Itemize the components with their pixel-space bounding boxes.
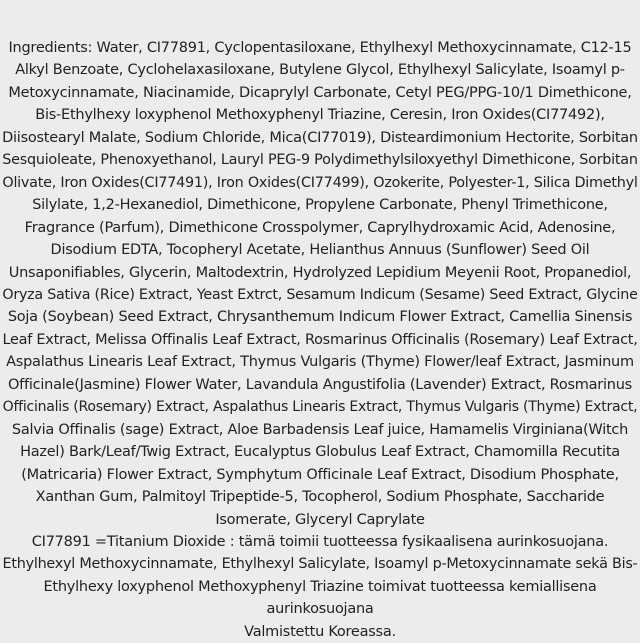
ingredients-line: Aspalathus Linearis Leaf Extract, Thymus Vulgaris (Thyme) Flower/leaf Extract, Jasminum xyxy=(6,354,634,371)
ingredients-line: Xanthan Gum, Palmitoyl Tripeptide-5, Tocopherol, Sodium Phosphate, Saccharide xyxy=(35,489,605,506)
chemical-filters-note xyxy=(0,553,640,620)
ingredients-line: Hazel) Bark/Leaf/Twig Extract, Eucalyptus Globulus Leaf Extract, Chamomilla Recutita xyxy=(20,444,620,461)
ingredients-line: Metoxycinnamate, Niacinamide, Dicaprylyl Carbonate, Cetyl PEG/PPG-10/1 Dimethicone, xyxy=(8,84,632,101)
chemical-filters-line: Ethylhexy loxyphenol Methoxyphenyl Triazine toimivat tuotteessa kemiallisena xyxy=(43,578,597,595)
ingredients-line: Leaf Extract, Melissa Offinalis Leaf Extract, Rosmarinus Officinalis (Rosemary) Leaf Extract, xyxy=(2,331,638,348)
ingredients-line: (Matricaria) Flower Extract, Symphytum Officinale Leaf Extract, Disodium Phosphate, xyxy=(21,466,619,483)
ingredients-line: Officinale(Jasmine) Flower Water, Lavandula Angustifolia (Lavender) Extract, Rosmarinus xyxy=(8,376,632,393)
ingredients-line: Oryza Sativa (Rice) Extract, Yeast Extrct, Sesamum Indicum (Sesame) Seed Extract, Glycine xyxy=(2,286,638,303)
ingredients-line: Isomerate, Glyceryl Caprylate xyxy=(215,511,425,528)
ingredients-line: Soja (Soybean) Seed Extract, Chrysanthemum Indicum Flower Extract, Camellia Sinensis xyxy=(7,309,633,326)
ingredients-line: Disodium EDTA, Tocopheryl Acetate, Helianthus Annuus (Sunflower) Seed Oil xyxy=(50,242,590,259)
ingredients-line: Ingredients: Water, CI77891, Cyclopentasiloxane, Ethylhexyl Methoxycinnamate, C12-15 xyxy=(8,40,632,56)
ingredients-line: Olivate, Iron Oxides(CI77491), Iron Oxides(CI77499), Ozokerite, Polyester-1, Silica Dimethyl xyxy=(2,174,638,191)
ingredients-line: Diisostearyl Malate, Sodium Chloride, Mica(CI77019), Disteardimonium Hectorite, Sorbitan xyxy=(2,129,638,146)
chemical-filters-line: Ethylhexyl Methoxycinnamate, Ethylhexyl Salicylate, Isoamyl p-Metoxycinnamate sekä Bis- xyxy=(2,556,638,573)
origin-note xyxy=(0,621,640,643)
ingredients-line: Salvia Offinalis (sage) Extract, Aloe Barbadensis Leaf juice, Hamamelis Virginiana(Witch xyxy=(11,421,629,438)
ingredients-line: Fragrance (Parfum), Dimethicone Crosspolymer, Caprylhydroxamic Acid, Adenosine, xyxy=(24,219,616,236)
titanium-dioxide-note xyxy=(0,531,640,553)
ingredients-line: Unsaponifiables, Glycerin, Maltodextrin, Hydrolyzed Lepidium Meyenii Root, Propanediol, xyxy=(8,264,632,281)
ingredients-line: Alkyl Benzoate, Cyclohelaxasiloxane, Butylene Glycol, Ethylhexyl Salicylate, Isoamyl p- xyxy=(15,62,625,79)
chemical-filters-line: aurinkosuojana xyxy=(266,601,374,618)
ingredients-list xyxy=(0,37,640,531)
ingredients-text-block xyxy=(0,37,640,643)
ingredients-line: Bis-Ethylhexy loxyphenol Methoxyphenyl Triazine, Ceresin, Iron Oxides(CI77492), xyxy=(35,107,605,124)
origin-line: Valmistettu Koreassa. xyxy=(244,623,396,640)
ingredients-line: Silylate, 1,2-Hexanediol, Dimethicone, Propylene Carbonate, Phenyl Trimethicone, xyxy=(32,197,608,214)
ingredients-line: Sesquioleate, Phenoxyethanol, Lauryl PEG-9 Polydimethylsiloxyethyl Dimethicone, Sorbitan xyxy=(2,152,638,169)
titanium-note-line: CI77891 =Titanium Dioxide : tämä toimii tuotteessa fysikaalisena aurinkosuojana. xyxy=(31,533,609,550)
ingredients-line: Officinalis (Rosemary) Extract, Aspalathus Linearis Extract, Thymus Vulgaris (Thyme) Extract, xyxy=(2,399,638,416)
